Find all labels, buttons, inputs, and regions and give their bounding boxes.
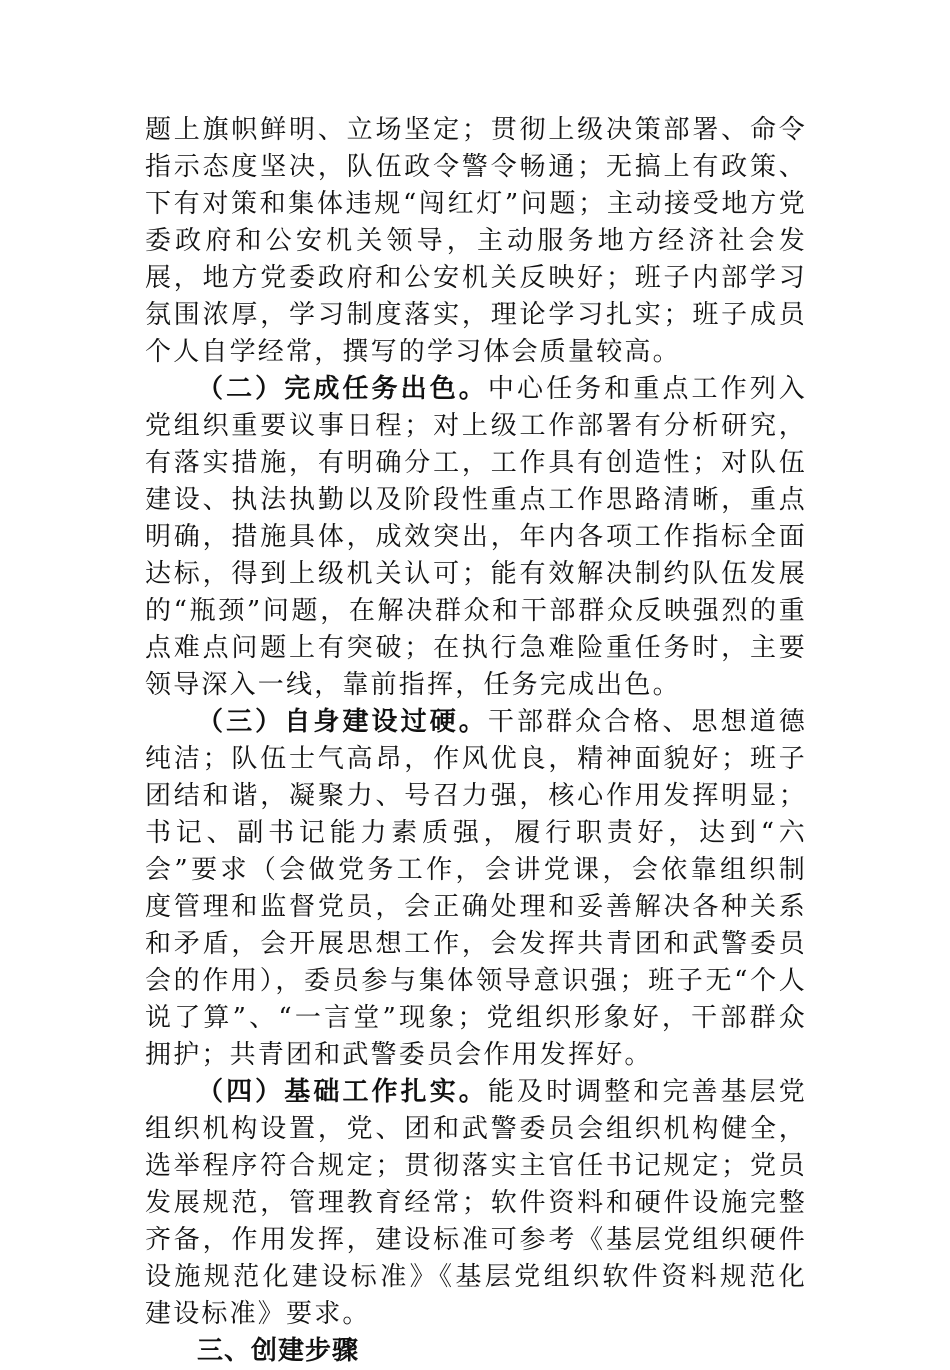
paragraph-lead: （四）基础工作扎实。 (197, 1077, 488, 1107)
paragraph-self-building (145, 704, 807, 1074)
paragraph-task-completion (145, 371, 807, 704)
paragraph-text: 能及时调整和完善基层党组织机构设置，党、团和武警委员会组织机构健全，选举程序符合规定；贯彻落实主官任书记规定；党员发展规范，管理教育经常；软件资料和硬件设施完整齐备，作用发挥，建设标准可参考《基层党组织硬件设施规范化建设标准》《基层党组织软件资料规范化建设标准》要求。 (145, 1077, 807, 1329)
paragraph-continued (145, 112, 807, 371)
section-heading: 三、创建步骤 (197, 1336, 360, 1366)
paragraph-lead: （二）完成任务出色。 (197, 374, 488, 404)
paragraph-text: 干部群众合格、思想道德纯洁；队伍士气高昂，作风优良，精神面貌好；班子团结和谐，凝聚力、号召力强，核心作用发挥明显；书记、副书记能力素质强，履行职责好，达到“六会”要求（会做党务工作，会讲党课，会依靠组织制度管理和监督党员，会正确处理和妥善解决各种关系和矛盾，会开展思想工作，会发挥共青团和武警委员会的作用），委员参与集体领导意识强；班子无“个人说了算”、“一言堂”现象；党组织形象好，干部群众拥护；共青团和武警委员会作用发挥好。 (145, 707, 807, 1070)
paragraph-lead: （三）自身建设过硬。 (197, 707, 488, 737)
document-body (145, 112, 807, 1370)
paragraph-text: 题上旗帜鲜明、立场坚定；贯彻上级决策部署、命令指示态度坚决，队伍政令警令畅通；无搞上有政策、下有对策和集体违规“闯红灯”问题；主动接受地方党委政府和公安机关领导，主动服务地方经济社会发展，地方党委政府和公安机关反映好；班子内部学习氛围浓厚，学习制度落实，理论学习扎实；班子成员个人自学经常，撰写的学习体会质量较高。 (145, 115, 807, 367)
paragraph-text: 中心任务和重点工作列入党组织重要议事日程；对上级工作部署有分析研究，有落实措施，有明确分工，工作具有创造性；对队伍建设、执法执勤以及阶段性重点工作思路清晰，重点明确，措施具体，成效突出，年内各项工作指标全面达标，得到上级机关认可；能有效解决制约队伍发展的“瓶颈”问题，在解决群众和干部群众反映强烈的重点难点问题上有突破；在执行急难险重任务时，主要领导深入一线，靠前指挥，任务完成出色。 (145, 374, 807, 700)
paragraph-foundation-work (145, 1074, 807, 1333)
